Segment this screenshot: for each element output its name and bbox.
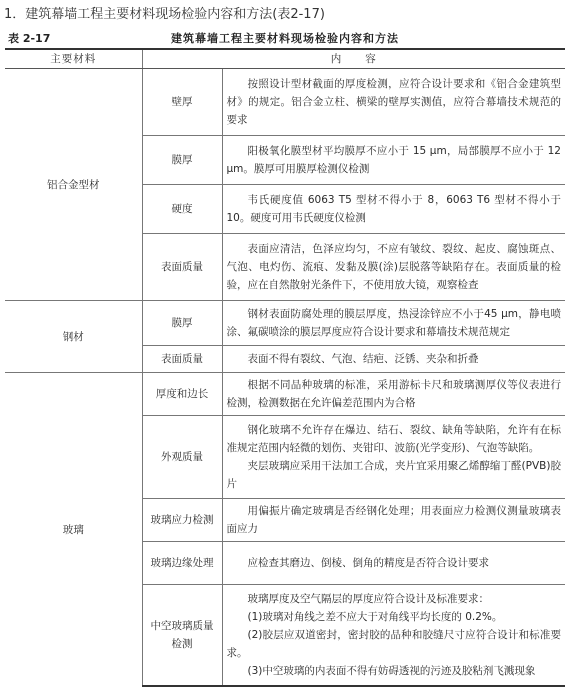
content-text: 钢材表面防腐处理的膜层厚度，热浸涂锌应不小于45 μm，静电喷涂、氟碳喷涂的膜层厚度应符合设计要求和幕墙技术规范规定 [226,308,561,338]
table-title: 建筑幕墙工程主要材料现场检验内容和方法 [171,32,399,45]
content-text: 韦氏硬度值 6063 T5 型材不得小于 8，6063 T6 型材不得小于 10。硬度可用韦氏硬度仪检测 [226,194,561,224]
item-label: 玻璃边缘处理 [142,542,222,585]
item-label: 膜厚 [142,301,222,346]
item-content [222,346,565,373]
content-text: 阳极氧化膜型材平均膜厚不应小于 15 μm，局部膜厚不应小于 12 μm。膜厚可用膜厚检测仪检测 [226,145,561,175]
content-text: 表面不得有裂纹、气泡、结疤、泛锈、夹杂和折叠 [247,353,479,365]
header-content: 内 容 [142,49,565,69]
item-content [222,69,565,136]
item-content [222,373,565,416]
content-text: 钢化玻璃不允许存在爆边、结石、裂纹、缺角等缺陷，允许有在标准规定范围内轻微的划伤、夹钳印、波筋(光学变形)、气泡等缺陷。 [226,424,561,454]
content-text: (1)玻璃对角线之差不应大于对角线平均长度的 0.2%。 [247,611,503,623]
item-content [222,301,565,346]
item-label: 中空玻璃质量检测 [142,585,222,687]
content-text: 夹层玻璃应采用干法加工合成，夹片宜采用聚乙烯醇缩丁醛(PVB)胶片 [226,460,561,490]
section-heading: 1．建筑幕墙工程主要材料现场检验内容和方法(表2-17) [4,7,325,22]
content-text: (2)胶层应双道密封，密封胶的品种和胶缝尺寸应符合设计和标准要求。 [226,629,561,659]
content-text: 应检查其磨边、倒棱、倒角的精度是否符合设计要求 [247,557,489,569]
item-content [222,542,565,585]
item-content [222,585,565,687]
header-material: 主要材料 [5,49,142,69]
item-label: 壁厚 [142,69,222,136]
item-content [222,499,565,542]
material-glass: 玻璃 [5,373,142,687]
content-text: (3)中空玻璃的内表面不得有妨碍透视的污迹及胶粘剂飞溅现象 [247,665,536,677]
header-row [5,49,565,69]
item-label: 硬度 [142,185,222,234]
content-text: 表面应清洁，色泽应均匀，不应有皱纹、裂纹、起皮、腐蚀斑点、气泡、电灼伤、流痕、发黏及膜(涂)层脱落等缺陷存在。表面质量的检验，应在自然散射光条件下，不使用放大镜，观察检查 [226,243,561,291]
inspection-table [5,48,565,687]
content-text: 用偏振片确定玻璃是否经钢化处理；用表面应力检测仪测量玻璃表面应力 [226,505,561,535]
table-row [5,373,565,416]
material-aluminum: 铝合金型材 [5,69,142,301]
item-label: 表面质量 [142,234,222,301]
table-row [5,301,565,346]
item-label: 表面质量 [142,346,222,373]
item-content [222,416,565,499]
item-content [222,136,565,185]
content-text: 根据不同品种玻璃的标准，采用游标卡尺和玻璃测厚仪等仪表进行检测，检测数据在允许偏差范围内为合格 [226,379,561,409]
item-content [222,234,565,301]
material-steel: 钢材 [5,301,142,373]
item-content [222,185,565,234]
table-number: 表 2-17 [8,32,51,45]
content-text: 玻璃厚度及空气隔层的厚度应符合设计及标准要求： [247,593,489,605]
content-text: 按照设计型材截面的厚度检测，应符合设计要求和《铝合金建筑型材》的规定。铝合金立柱、横梁的壁厚实测值，应符合幕墙技术规范的要求 [226,78,561,126]
item-label: 玻璃应力检测 [142,499,222,542]
item-label: 厚度和边长 [142,373,222,416]
item-label: 外观质量 [142,416,222,499]
item-label: 膜厚 [142,136,222,185]
table-row [5,69,565,136]
